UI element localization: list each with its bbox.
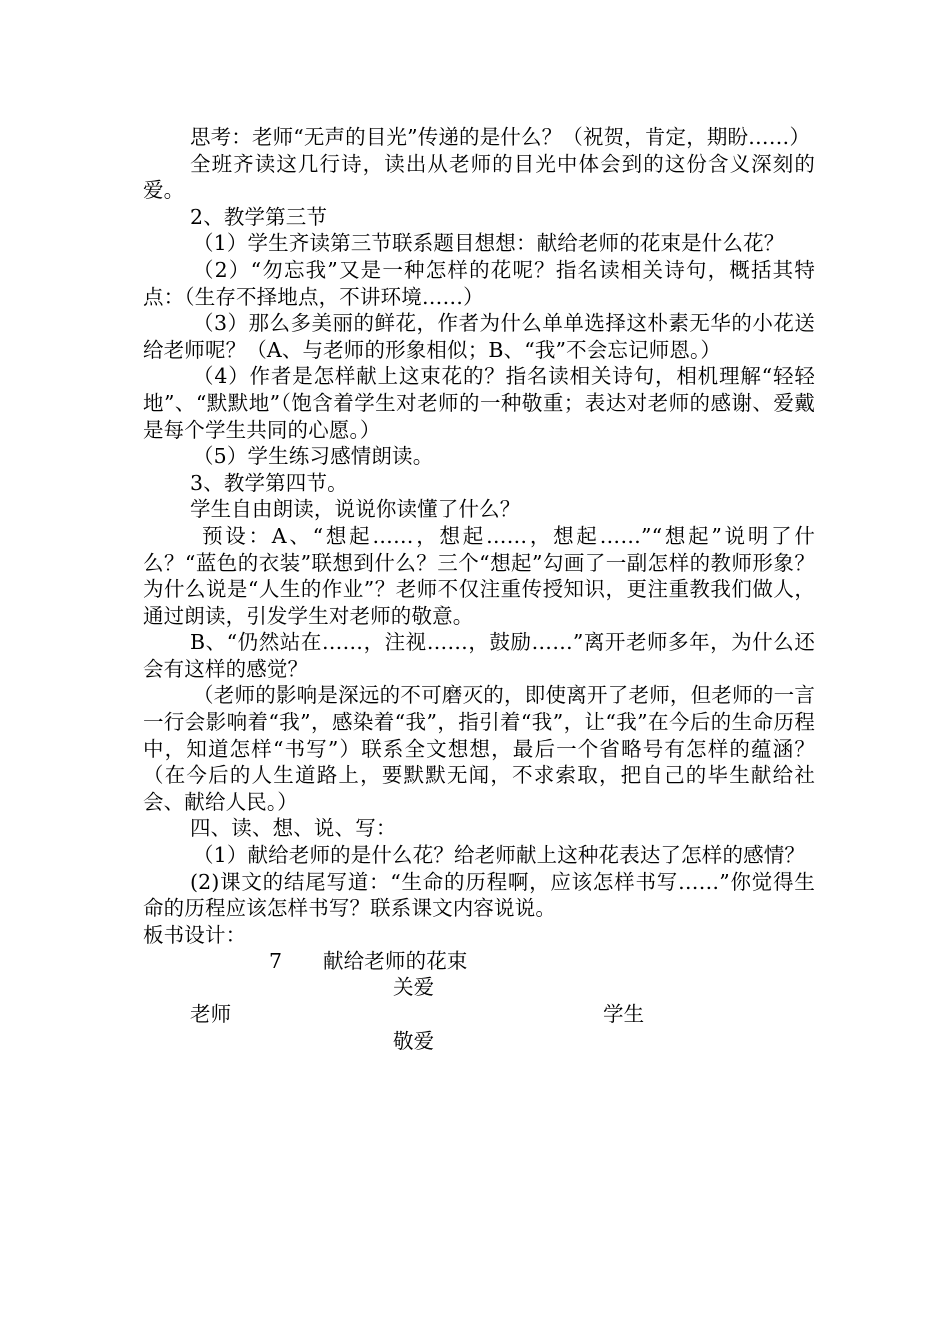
board-care-label: 关爱 <box>393 975 435 1000</box>
board-lesson-number: 7 <box>269 949 283 974</box>
board-teacher-label: 老师 <box>190 1002 232 1027</box>
paragraph-preset-b: B、“仍然站在……，注视……，鼓励……”离开老师多年，为什么还会有这样的感觉？ <box>143 630 815 681</box>
heading-read-think-say-write: 四、读、想、说、写： <box>190 816 397 841</box>
board-student-label: 学生 <box>603 1002 645 1027</box>
paragraph-free-reading: 学生自由朗读，说说你读懂了什么？ <box>190 497 521 522</box>
paragraph-step-5: （5）学生练习感情朗读。 <box>193 444 434 469</box>
paragraph-preset-a: 预设：A、“想起……，想起……，想起……”“想起”说明了什么？“蓝色的衣装”联想到什么？三个“想起”勾画了一副怎样的教师形象？为什么说是“人生的作业”？老师不仅注重传授知识，更注重教我们做人，通过朗读，引发学生对老师的敬意。 <box>143 523 815 628</box>
paragraph-question-1: （1）献给老师的是什么花？给老师献上这种花表达了怎样的感情？ <box>193 843 806 868</box>
paragraph-class-reading: 全班齐读这几行诗，读出从老师的目光中体会到的这份含义深刻的爱。 <box>143 151 815 203</box>
board-lesson-title: 献给老师的花束 <box>323 949 468 974</box>
board-respect-label: 敬爱 <box>393 1029 435 1054</box>
paragraph-step-3: （3）那么多美丽的鲜花，作者为什么单单选择这朴素无华的小花送给老师呢？（A、与老师的形象相似；B、“我”不会忘记师恩。） <box>143 311 815 362</box>
heading-section-3: 2、教学第三节 <box>190 204 328 229</box>
board-design <box>143 948 815 1058</box>
heading-section-4: 3、教学第四节。 <box>190 470 348 495</box>
paragraph-step-4: （4）作者是怎样献上这束花的？指名读相关诗句，相机理解“轻轻地”、“默默地”（饱含着学生对老师的一种敬重；表达对老师的感谢、爱戴是每个学生共同的心愿。） <box>143 364 815 442</box>
paragraph-step-1: （1）学生齐读第三节联系题目想想：献给老师的花束是什么花？ <box>193 231 785 256</box>
document-body <box>143 124 815 1058</box>
paragraph-step-2: （2）“勿忘我”又是一种怎样的花呢？指名读相关诗句，概括其特点：（生存不择地点，不讲环境……） <box>143 257 815 309</box>
paragraph-think: 思考：老师“无声的目光”传递的是什么？（祝贺，肯定，期盼……） <box>190 125 811 149</box>
paragraph-question-2: (2)课文的结尾写道：“生命的历程啊，应该怎样书写……”你觉得生命的历程应该怎样书写？联系课文内容说说。 <box>143 869 815 921</box>
heading-board-design: 板书设计： <box>143 922 247 947</box>
paragraph-teacher-influence: （老师的影响是深远的不可磨灭的，即使离开了老师，但老师的一言一行会影响着“我”，感染着“我”，指引着“我”，让“我”在今后的生命历程中，知道怎样“书写”）联系全文想想，最后一个省略号有怎样的蕴涵？（在今后的人生道路上，要默默无闻，不求索取，把自己的毕生献给社会、献给人民。） <box>143 683 815 814</box>
